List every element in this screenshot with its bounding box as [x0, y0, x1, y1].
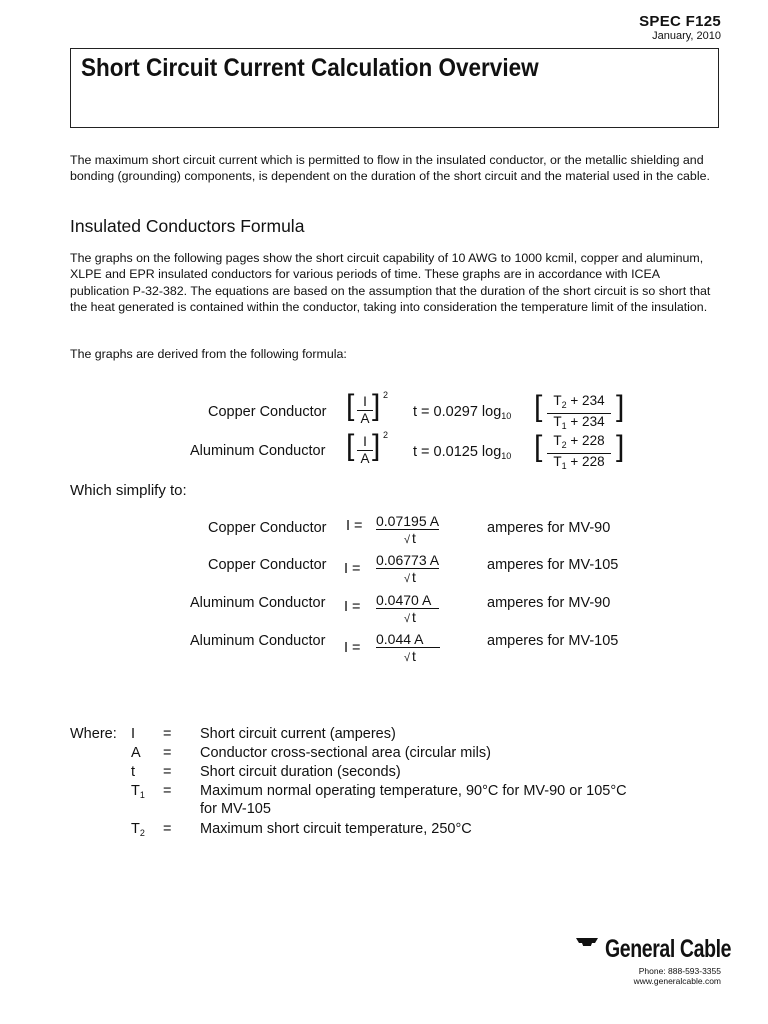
simplified-label: Aluminum Conductor	[190, 633, 326, 649]
formula-copper	[0, 388, 768, 431]
def-text: Maximum short circuit temperature, 250°C	[200, 821, 472, 837]
temp-fraction	[547, 433, 611, 474]
def-text: Maximum normal operating temperature, 90°C for MV-90 or 105°C	[200, 783, 627, 799]
right-bracket: ]	[616, 430, 625, 463]
phone-number: Phone: 888-593-3355	[638, 966, 721, 976]
def-text-continued: for MV-105	[200, 801, 271, 817]
ratio-denominator: A	[360, 451, 370, 466]
simplified-denominator: √ t	[404, 530, 416, 546]
temp-numerator: $T_2 + 228$	[547, 433, 611, 454]
right-bracket: ]	[372, 429, 381, 462]
def-equals: =	[163, 726, 172, 742]
document-date: January, 2010	[652, 30, 721, 42]
simplified-row	[0, 550, 768, 586]
simplified-label: Aluminum Conductor	[190, 595, 326, 611]
ratio-fraction	[357, 434, 373, 467]
simplified-eq: I =	[344, 640, 361, 656]
def-symbol: A	[131, 745, 141, 761]
intro-paragraph: The maximum short circuit current which is permitted to flow in the insulated conductor, or the metallic shielding and bonding (grounding) components, is dependent on the duration of the short circuit and the material used in the cable.	[70, 153, 710, 184]
ratio-numerator: I	[357, 434, 373, 451]
simplified-eq: I =	[346, 518, 363, 534]
left-bracket: [	[346, 389, 355, 422]
simplified-numerator: 0.044 A	[376, 631, 440, 648]
simplified-row	[0, 628, 768, 668]
def-equals: =	[163, 783, 172, 799]
simplified-unit: amperes for MV-90	[487, 595, 611, 611]
right-bracket: ]	[616, 390, 625, 423]
simplified-numerator: 0.0470 A	[376, 592, 439, 609]
ratio-numerator: I	[357, 394, 373, 411]
formula-label: Aluminum Conductor	[190, 443, 326, 459]
formula-lhs: t = 0.0297 $\log_{10}$	[413, 404, 512, 421]
def-equals: =	[163, 821, 172, 837]
simplified-denominator: √ t	[404, 648, 416, 664]
def-symbol: $T_2$	[131, 821, 145, 838]
simplified-eq: I =	[344, 599, 361, 615]
left-bracket: [	[346, 429, 355, 462]
simplified-row	[0, 512, 768, 548]
temp-denominator: $T_1 + 234$	[553, 414, 605, 431]
logo-mark-icon	[573, 934, 601, 962]
exponent: 2	[383, 390, 389, 400]
ratio-fraction	[357, 394, 373, 427]
def-symbol: $T_1$	[131, 783, 145, 800]
simplified-numerator: 0.07195 A	[376, 513, 440, 529]
def-text: Conductor cross-sectional area (circular mils)	[200, 745, 491, 761]
def-text: Short circuit current (amperes)	[200, 726, 396, 742]
spec-number: SPEC F125	[639, 13, 721, 30]
left-bracket: [	[534, 430, 543, 463]
right-bracket: ]	[372, 389, 381, 422]
page-title: Short Circuit Current Calculation Overview	[81, 54, 539, 82]
simplified-eq: I =	[344, 561, 361, 577]
website-link[interactable]: www.generalcable.com	[633, 976, 721, 986]
def-symbol: I	[131, 726, 136, 742]
simplified-fraction	[376, 631, 451, 666]
section-heading: Insulated Conductors Formula	[70, 216, 305, 236]
def-text: Short circuit duration (seconds)	[200, 764, 401, 780]
def-equals: =	[163, 745, 172, 761]
formula-lhs: t = 0.0125 $\log_{10}$	[413, 444, 512, 461]
simplified-unit: amperes for MV-105	[487, 633, 619, 649]
left-bracket: [	[534, 390, 543, 423]
derived-text: The graphs are derived from the following formula:	[70, 347, 347, 361]
brand-name: General Cable	[605, 935, 732, 963]
temp-denominator: $T_1 + 228$	[553, 454, 605, 471]
ratio-denominator: A	[360, 411, 370, 426]
simplified-denominator: √ t	[404, 569, 416, 585]
simplified-unit: amperes for MV-105	[487, 557, 619, 573]
where-label: Where:	[70, 726, 117, 742]
simplify-heading: Which simplify to:	[70, 482, 187, 499]
simplified-label: Copper Conductor	[208, 557, 327, 573]
exponent: 2	[383, 430, 389, 440]
def-equals: =	[163, 764, 172, 780]
contact-info	[634, 966, 721, 986]
title-box	[70, 48, 719, 128]
temp-numerator: $T_2 + 234$	[547, 393, 611, 414]
section-paragraph: The graphs on the following pages show the short circuit capability of 10 AWG to 1000 kcmil, copper and aluminum, XLPE and EPR insulated conductors for various periods of time. These graphs are in accordance with ICEA publication P-32-382. The equations are based on the assumption that the duration of the short circuit is so short that the heat generated is contained within the conductor, taking into consideration the temperature limit of the insulation.	[70, 251, 711, 315]
simplified-numerator: 0.06773 A	[376, 552, 440, 568]
simplified-fraction	[376, 552, 451, 587]
def-symbol: t	[131, 764, 136, 780]
simplified-denominator: √ t	[404, 609, 416, 625]
simplified-fraction	[376, 592, 451, 627]
simplified-fraction	[376, 513, 451, 548]
simplified-unit: amperes for MV-90	[487, 520, 611, 536]
formula-label: Copper Conductor	[208, 404, 327, 420]
simplified-row	[0, 590, 768, 626]
formula-aluminum	[0, 428, 768, 471]
simplified-label: Copper Conductor	[208, 520, 327, 536]
